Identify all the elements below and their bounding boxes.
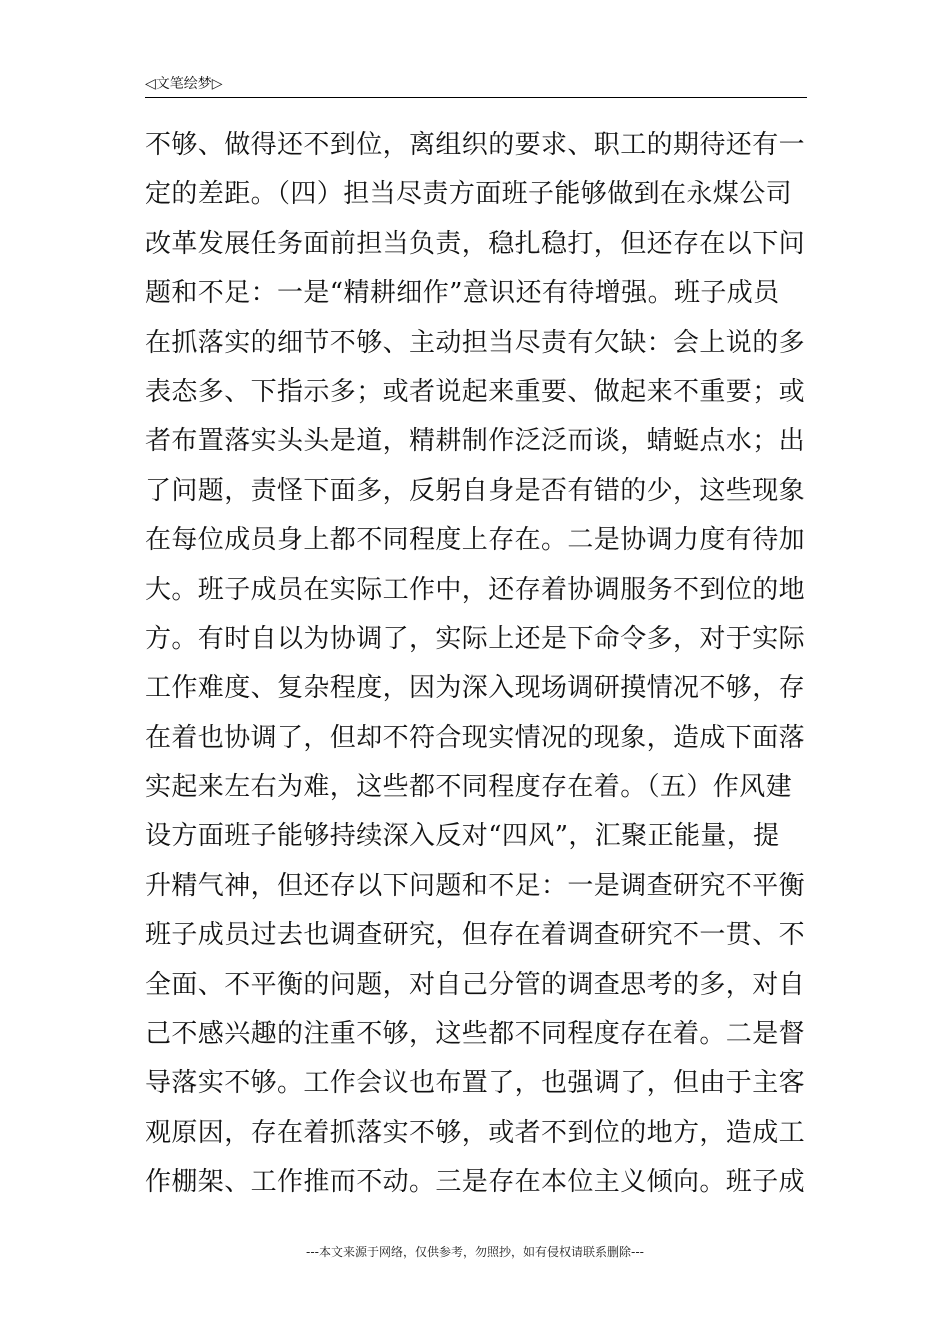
body-line: 在抓落实的细节不够、主动担当尽责有欠缺：会上说的多 <box>145 327 806 358</box>
body-line: 导落实不够。工作会议也布置了，也强调了，但由于主客 <box>145 1068 806 1099</box>
body-line: 大。班子成员在实际工作中，还存着协调服务不到位的地 <box>145 574 806 605</box>
body-line: 班子成员过去也调查研究，但存在着调查研究不一贯、不 <box>145 920 806 951</box>
body-line: 了问题，责怪下面多，反躬自身是否有错的少，这些现象 <box>145 475 806 506</box>
body-line: 实起来左右为难，这些都不同程度存在着。（五）作风建 <box>145 772 793 803</box>
body-line: 设方面班子能够持续深入反对“四风”，汇聚正能量，提 <box>145 821 780 852</box>
header-divider <box>145 97 807 98</box>
body-line: 己不感兴趣的注重不够，这些都不同程度存在着。二是督 <box>145 1019 806 1050</box>
body-line: 方。有时自以为协调了，实际上还是下命令多，对于实际 <box>145 623 806 654</box>
body-line: 工作难度、复杂程度，因为深入现场调研摸情况不够，存 <box>145 673 806 704</box>
body-line: 作棚架、工作推而不动。三是存在本位主义倾向。班子成 <box>145 1167 806 1198</box>
footer-disclaimer: ---本文来源于网络，仅供参考，勿照抄，如有侵权请联系删除--- <box>306 1245 644 1259</box>
body-line: 定的差距。（四）担当尽责方面班子能够做到在永煤公司 <box>145 179 793 210</box>
body-line: 不够、做得还不到位，离组织的要求、职工的期待还有一 <box>145 130 806 160</box>
body-line: 全面、不平衡的问题，对自己分管的调查思考的多，对自 <box>145 969 806 1000</box>
document-body <box>145 121 810 1208</box>
body-line: 改革发展任务面前担当负责，稳扎稳打，但还存在以下问 <box>145 228 806 259</box>
body-line: 在着也协调了，但却不符合现实情况的现象，造成下面落 <box>145 722 806 753</box>
body-line: 题和不足：一是“精耕细作”意识还有待增强。班子成员 <box>145 278 780 309</box>
body-line: 者布置落实头头是道，精耕制作泛泛而谈，蜻蜓点水；出 <box>145 426 806 457</box>
body-line: 表态多、下指示多；或者说起来重要、做起来不重要；或 <box>145 376 806 407</box>
document-header-title: ◁文笔绘梦▷ <box>145 76 223 92</box>
body-line: 在每位成员身上都不同程度上存在。二是协调力度有待加 <box>145 525 806 556</box>
body-line: 观原因，存在着抓落实不够，或者不到位的地方，造成工 <box>145 1117 806 1148</box>
body-line: 升精气神，但还存以下问题和不足：一是调查研究不平衡 <box>145 870 806 901</box>
